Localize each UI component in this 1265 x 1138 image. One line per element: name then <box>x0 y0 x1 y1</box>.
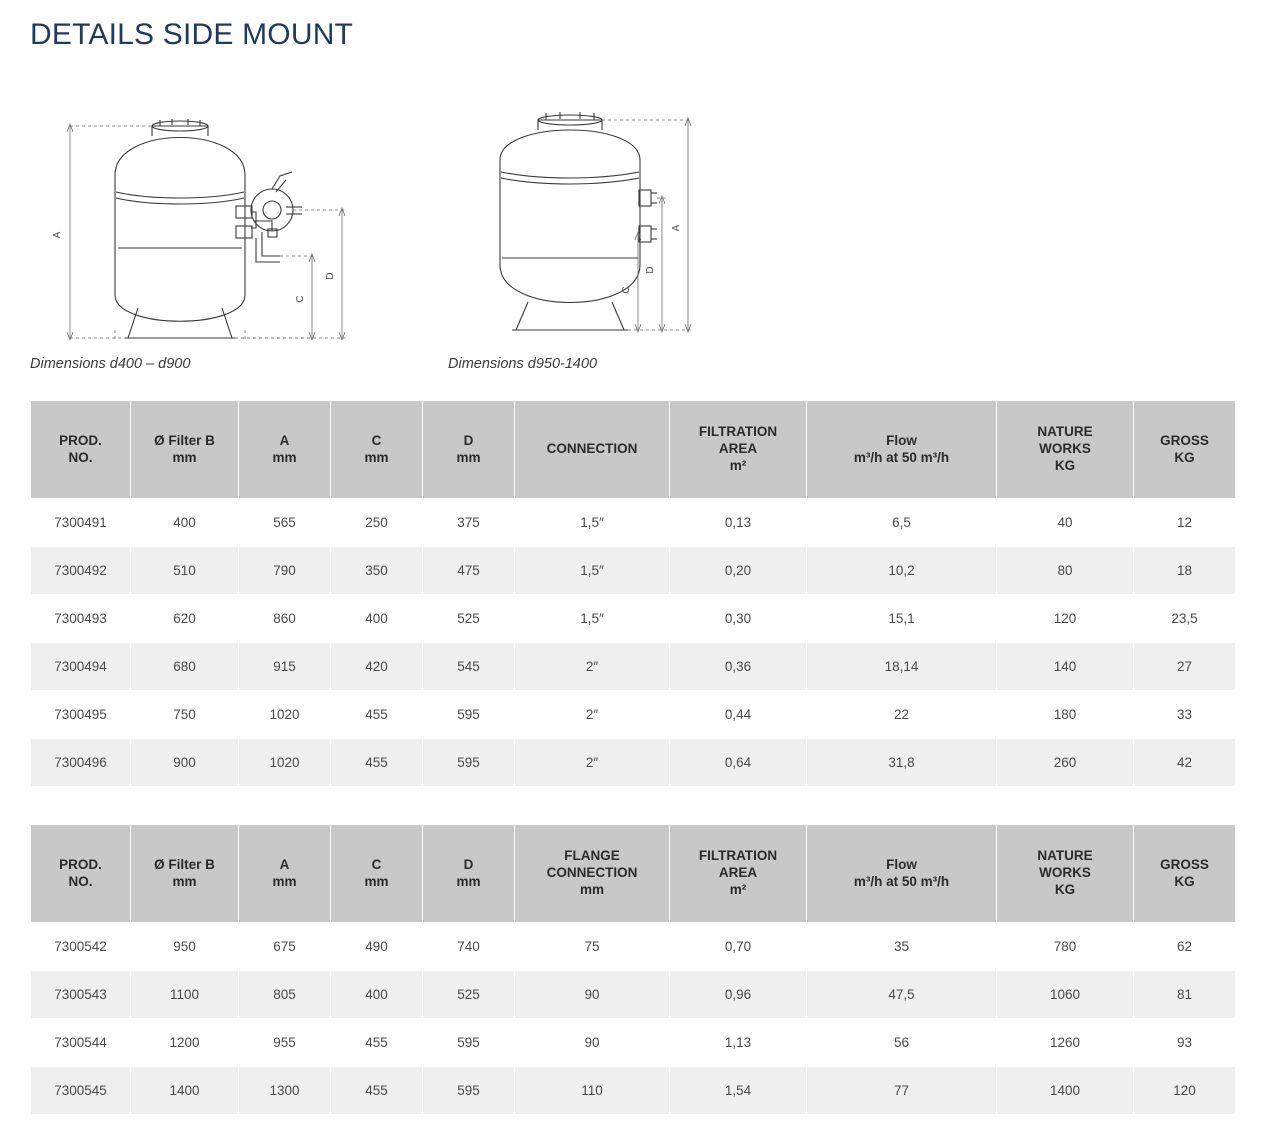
flange-mount-table <box>30 824 1236 1115</box>
cell-d: 525 <box>423 971 515 1019</box>
dim-label-c: C <box>621 286 632 294</box>
cell-d: 375 <box>423 499 515 547</box>
cell-d: 740 <box>423 923 515 971</box>
cell-prod-no: 7300543 <box>31 971 131 1019</box>
table-header <box>31 401 1236 499</box>
cell-filter-b: 400 <box>131 499 239 547</box>
table-row <box>31 971 1236 1019</box>
cell-gross: 18 <box>1134 547 1236 595</box>
cell-nature-works: 1400 <box>997 1067 1134 1115</box>
cell-flow: 18,14 <box>807 643 997 691</box>
technical-drawings <box>30 80 750 370</box>
cell-gross: 12 <box>1134 499 1236 547</box>
col-nature-works: NATURE WORKS KG <box>997 401 1134 499</box>
cell-filter-b: 620 <box>131 595 239 643</box>
cell-nature-works: 140 <box>997 643 1134 691</box>
cell-a: 1020 <box>239 691 331 739</box>
col-filter-b: Ø Filter B mm <box>131 401 239 499</box>
cell-a: 955 <box>239 1019 331 1067</box>
cell-gross: 81 <box>1134 971 1236 1019</box>
cell-nature-works: 1260 <box>997 1019 1134 1067</box>
side-mount-table <box>30 400 1236 787</box>
cell-d: 525 <box>423 595 515 643</box>
cell-d: 595 <box>423 1019 515 1067</box>
cell-connection: 1,5″ <box>515 595 670 643</box>
cell-flange-connection: 90 <box>515 1019 670 1067</box>
table-row <box>31 1019 1236 1067</box>
cell-prod-no: 7300491 <box>31 499 131 547</box>
cell-connection: 2″ <box>515 739 670 787</box>
cell-filter-b: 900 <box>131 739 239 787</box>
cell-filter-b: 1400 <box>131 1067 239 1115</box>
col-gross: GROSS KG <box>1134 401 1236 499</box>
flange-mount-table-wrapper <box>30 824 1236 1115</box>
cell-a: 915 <box>239 643 331 691</box>
cell-prod-no: 7300496 <box>31 739 131 787</box>
filter-d950-d1400-svg <box>450 80 750 340</box>
cell-c: 400 <box>331 595 423 643</box>
cell-filter-b: 950 <box>131 923 239 971</box>
cell-filtration-area: 0,20 <box>670 547 807 595</box>
col-gross: GROSS KG <box>1134 825 1236 923</box>
cell-d: 595 <box>423 691 515 739</box>
cell-filter-b: 680 <box>131 643 239 691</box>
table-row <box>31 499 1236 547</box>
cell-gross: 23,5 <box>1134 595 1236 643</box>
cell-nature-works: 1060 <box>997 971 1134 1019</box>
col-flow: Flow m³/h at 50 m³/h <box>807 825 997 923</box>
cell-nature-works: 260 <box>997 739 1134 787</box>
cell-filtration-area: 1,13 <box>670 1019 807 1067</box>
col-connection: CONNECTION <box>515 401 670 499</box>
cell-filter-b: 750 <box>131 691 239 739</box>
cell-prod-no: 7300495 <box>31 691 131 739</box>
col-prod-no: PROD. NO. <box>31 825 131 923</box>
cell-filter-b: 1100 <box>131 971 239 1019</box>
cell-c: 455 <box>331 739 423 787</box>
cell-c: 455 <box>331 1019 423 1067</box>
cell-filtration-area: 0,30 <box>670 595 807 643</box>
cell-c: 455 <box>331 1067 423 1115</box>
col-flange-connection: FLANGE CONNECTION mm <box>515 825 670 923</box>
cell-prod-no: 7300545 <box>31 1067 131 1115</box>
cell-c: 490 <box>331 923 423 971</box>
table-row <box>31 1067 1236 1115</box>
dim-label-d: D <box>645 266 656 274</box>
table-row <box>31 739 1236 787</box>
drawing-caption-right: Dimensions d950-1400 <box>448 356 598 372</box>
cell-flow: 31,8 <box>807 739 997 787</box>
drawing-caption-left: Dimensions d400 – d900 <box>30 356 191 372</box>
cell-flow: 47,5 <box>807 971 997 1019</box>
filter-d950-d1400-drawing <box>450 80 750 345</box>
cell-filtration-area: 0,13 <box>670 499 807 547</box>
cell-filtration-area: 0,70 <box>670 923 807 971</box>
cell-d: 595 <box>423 739 515 787</box>
cell-a: 860 <box>239 595 331 643</box>
cell-prod-no: 7300542 <box>31 923 131 971</box>
cell-connection: 2″ <box>515 643 670 691</box>
cell-nature-works: 80 <box>997 547 1134 595</box>
cell-nature-works: 40 <box>997 499 1134 547</box>
cell-flange-connection: 90 <box>515 971 670 1019</box>
dim-label-d: D <box>325 272 336 280</box>
cell-flow: 77 <box>807 1067 997 1115</box>
cell-prod-no: 7300493 <box>31 595 131 643</box>
cell-gross: 62 <box>1134 923 1236 971</box>
cell-nature-works: 780 <box>997 923 1134 971</box>
cell-filtration-area: 0,96 <box>670 971 807 1019</box>
cell-filtration-area: 0,64 <box>670 739 807 787</box>
cell-connection: 2″ <box>515 691 670 739</box>
cell-prod-no: 7300544 <box>31 1019 131 1067</box>
filter-d400-d900-svg <box>40 80 380 340</box>
cell-gross: 33 <box>1134 691 1236 739</box>
cell-gross: 120 <box>1134 1067 1236 1115</box>
cell-d: 545 <box>423 643 515 691</box>
table-row <box>31 595 1236 643</box>
table-body <box>31 923 1236 1115</box>
cell-filtration-area: 0,36 <box>670 643 807 691</box>
cell-flow: 22 <box>807 691 997 739</box>
table-row <box>31 643 1236 691</box>
cell-flange-connection: 75 <box>515 923 670 971</box>
filter-d400-d900-drawing <box>40 80 380 345</box>
table-row <box>31 691 1236 739</box>
cell-c: 420 <box>331 643 423 691</box>
cell-c: 250 <box>331 499 423 547</box>
dim-label-c: C <box>295 295 306 303</box>
cell-filter-b: 1200 <box>131 1019 239 1067</box>
col-filter-b: Ø Filter B mm <box>131 825 239 923</box>
cell-flow: 15,1 <box>807 595 997 643</box>
table-row <box>31 547 1236 595</box>
cell-c: 400 <box>331 971 423 1019</box>
dim-label-a: A <box>671 224 682 232</box>
table-header-row <box>31 825 1236 923</box>
cell-connection: 1,5″ <box>515 547 670 595</box>
cell-connection: 1,5″ <box>515 499 670 547</box>
cell-gross: 42 <box>1134 739 1236 787</box>
cell-a: 790 <box>239 547 331 595</box>
cell-a: 805 <box>239 971 331 1019</box>
cell-a: 675 <box>239 923 331 971</box>
col-d: D mm <box>423 825 515 923</box>
cell-filtration-area: 1,54 <box>670 1067 807 1115</box>
cell-flow: 6,5 <box>807 499 997 547</box>
col-nature-works: NATURE WORKS KG <box>997 825 1134 923</box>
cell-filter-b: 510 <box>131 547 239 595</box>
col-flow: Flow m³/h at 50 m³/h <box>807 401 997 499</box>
cell-nature-works: 180 <box>997 691 1134 739</box>
cell-prod-no: 7300492 <box>31 547 131 595</box>
cell-flow: 35 <box>807 923 997 971</box>
col-filtration-area: FILTRATION AREA m² <box>670 825 807 923</box>
cell-flow: 56 <box>807 1019 997 1067</box>
table-header-row <box>31 401 1236 499</box>
col-c: C mm <box>331 825 423 923</box>
cell-gross: 27 <box>1134 643 1236 691</box>
col-filtration-area: FILTRATION AREA m² <box>670 401 807 499</box>
col-a: A mm <box>239 825 331 923</box>
cell-gross: 93 <box>1134 1019 1236 1067</box>
page-title: DETAILS SIDE MOUNT <box>30 18 354 51</box>
cell-d: 475 <box>423 547 515 595</box>
cell-filtration-area: 0,44 <box>670 691 807 739</box>
cell-flow: 10,2 <box>807 547 997 595</box>
table-header <box>31 825 1236 923</box>
col-d: D mm <box>423 401 515 499</box>
table-row <box>31 923 1236 971</box>
cell-c: 455 <box>331 691 423 739</box>
cell-nature-works: 120 <box>997 595 1134 643</box>
cell-c: 350 <box>331 547 423 595</box>
side-mount-table-wrapper <box>30 400 1236 787</box>
col-prod-no: PROD. NO. <box>31 401 131 499</box>
cell-prod-no: 7300494 <box>31 643 131 691</box>
col-c: C mm <box>331 401 423 499</box>
cell-a: 1020 <box>239 739 331 787</box>
cell-a: 565 <box>239 499 331 547</box>
cell-a: 1300 <box>239 1067 331 1115</box>
table-body <box>31 499 1236 787</box>
col-a: A mm <box>239 401 331 499</box>
cell-d: 595 <box>423 1067 515 1115</box>
dim-label-a: A <box>52 231 63 239</box>
cell-flange-connection: 110 <box>515 1067 670 1115</box>
